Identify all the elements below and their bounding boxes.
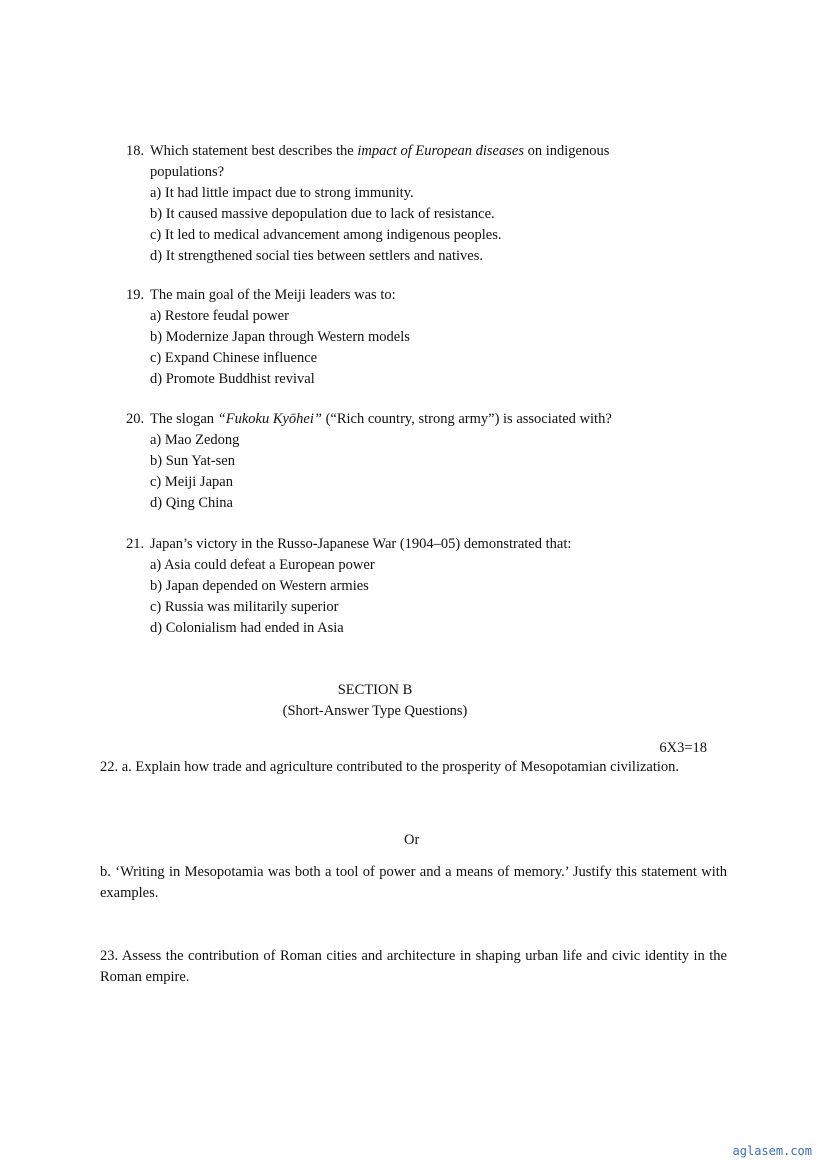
option-b: b) Japan depended on Western armies [150, 578, 369, 594]
question-22b: b. ‘Writing in Mesopotamia was both a tool of power and a means of memory.’ Justify this statement with examples. [100, 864, 727, 901]
or-separator: Or [404, 832, 420, 848]
question-stem: 20. The slogan “Fukoku Kyōhei” (“Rich country, strong army”) is associated with? [126, 409, 726, 430]
option-b: b) Modernize Japan through Western models [150, 329, 410, 345]
question-23: 23. Assess the contribution of Roman cities and architecture in shaping urban life and civic identity in the Roman empire. [100, 948, 727, 985]
option-a: a) Restore feudal power [150, 308, 289, 324]
emphasis-text: “Fukoku Kyōhei” [217, 411, 322, 427]
emphasis-text: impact of European diseases [357, 143, 524, 159]
question-stem: 18. Which statement best describes the impact of European diseases on indigenous [126, 141, 726, 162]
question-stem: 19. The main goal of the Meiji leaders was to: [126, 285, 726, 306]
question-number: 18. [126, 143, 145, 159]
option-c: c) Russia was militarily superior [150, 599, 339, 615]
option-d: d) Qing China [150, 495, 233, 511]
option-b: b) It caused massive depopulation due to lack of resistance. [150, 206, 495, 222]
question-number: 20. [126, 411, 145, 427]
option-a: a) It had little impact due to strong immunity. [150, 185, 414, 201]
question-19 [126, 285, 726, 390]
option-c: c) It led to medical advancement among indigenous peoples. [150, 227, 502, 243]
footer-watermark: aglasem.com [732, 1144, 812, 1158]
question-number: 21. [126, 536, 145, 552]
option-d: d) Colonialism had ended in Asia [150, 620, 344, 636]
question-22a: 22. a. Explain how trade and agriculture contributed to the prosperity of Mesopotamian civilization. [100, 759, 680, 775]
question-stem: 21. Japan’s victory in the Russo-Japanese War (1904–05) demonstrated that: [126, 534, 726, 555]
option-a: a) Asia could defeat a European power [150, 557, 375, 573]
section-subtitle: (Short-Answer Type Questions) [282, 703, 468, 719]
option-b: b) Sun Yat-sen [150, 453, 235, 469]
question-number: 19. [126, 287, 145, 303]
option-d: d) Promote Buddhist revival [150, 371, 315, 387]
question-20 [126, 409, 726, 514]
question-18 [126, 141, 726, 267]
section-title: SECTION B [337, 682, 413, 698]
section-b-heading [250, 680, 500, 722]
question-stem-continued: populations? [150, 164, 225, 180]
section-marks: 6X3=18 [659, 740, 707, 756]
question-21 [126, 534, 726, 639]
option-c: c) Expand Chinese influence [150, 350, 318, 366]
option-d: d) It strengthened social ties between settlers and natives. [150, 248, 483, 264]
option-a: a) Mao Zedong [150, 432, 240, 448]
option-c: c) Meiji Japan [150, 474, 233, 490]
